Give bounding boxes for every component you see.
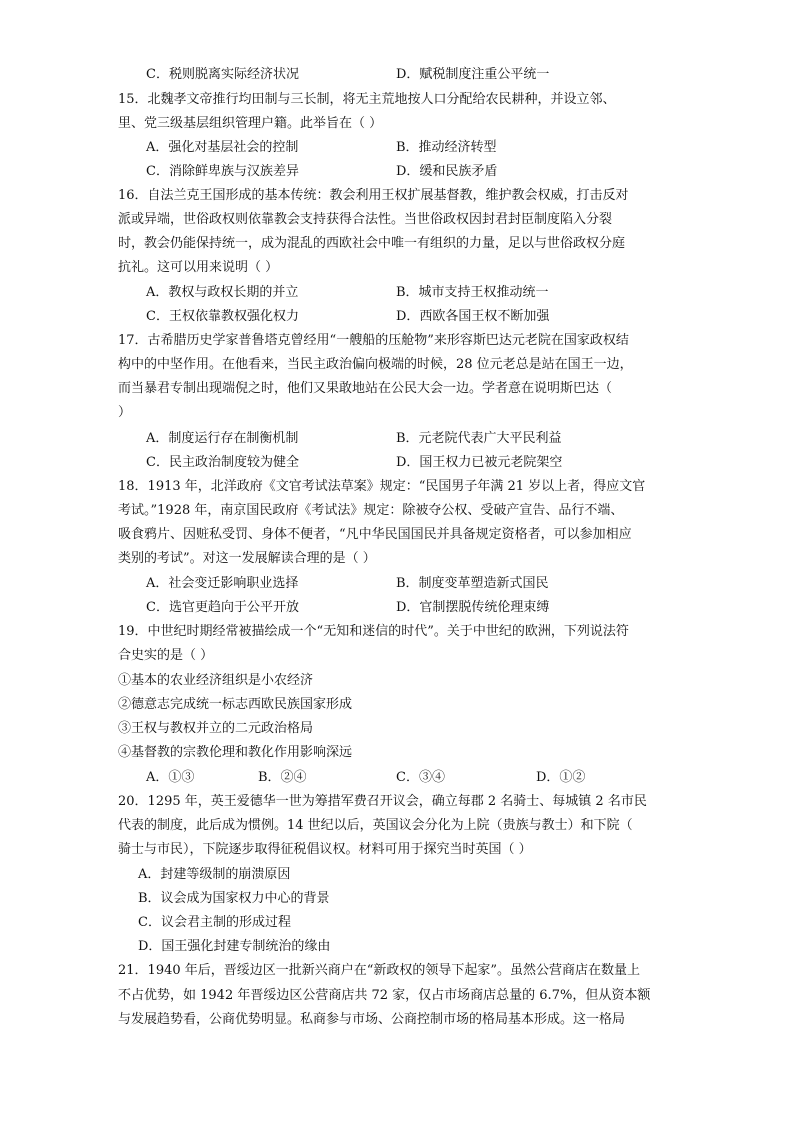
- q19-option-c[interactable]: C．③④: [396, 770, 445, 785]
- q20-option-b[interactable]: B．议会成为国家权力中心的背景: [138, 891, 330, 906]
- q19-option-b[interactable]: B．②④: [258, 770, 307, 785]
- q16-stem-line: 16．自法兰克王国形成的基本传统：教会利用王权扩展基督教，维护教会权威，打击反对: [118, 188, 629, 203]
- q15-option-d[interactable]: D．缓和民族矛盾: [396, 164, 498, 179]
- q19-stem-line: 合史实的是（ ）: [118, 648, 214, 663]
- q17-stem-line: 17．古希腊历史学家普鲁塔克曾经用“一艘船的压舱物”来形容斯巴达元老院在国家政权结: [118, 333, 629, 348]
- q16-option-b[interactable]: B．城市支持王权推动统一: [396, 285, 549, 300]
- q19-statement: ①基本的农业经济组织是小农经济: [118, 673, 314, 688]
- q17-option-b[interactable]: B．元老院代表广大平民利益: [396, 431, 562, 446]
- q20-option-d[interactable]: D．国王强化封建专制统治的缘由: [138, 939, 331, 954]
- q19-statement: ④基督教的宗教伦理和教化作用影响深远: [118, 745, 353, 760]
- q18-stem-line: 吸食鸦片、因赃私受罚、身体不便者，“凡中华民国国民并具备规定资格者，可以参加相应: [118, 527, 632, 542]
- q18-stem-line: 考试。”1928 年，南京国民政府《考试法》规定：除被夺公权、受破产宣告、品行不端、: [118, 503, 624, 518]
- q21-stem-line: 21．1940 年后，晋绥边区一批新兴商户在“新政权的领导下起家”。虽然公营商店在数量上: [118, 963, 641, 978]
- q19-option-d[interactable]: D．①②: [536, 770, 586, 785]
- q16-stem-line: 时，教会仍能保持统一，成为混乱的西欧社会中唯一有组织的力量，足以与世俗政权分庭: [118, 236, 626, 251]
- q16-stem-line: 派或异端，世俗政权则依靠教会支持获得合法性。当世俗政权因封君封臣制度陷入分裂: [118, 212, 613, 227]
- q20-option-c[interactable]: C．议会君主制的形成过程: [138, 915, 291, 930]
- q18-option-c[interactable]: C．选官更趋向于公平开放: [146, 600, 299, 615]
- q20-stem-line: 骑士与市民），下院逐步取得征税倡议权。材料可用于探究当时英国（ ）: [118, 842, 532, 857]
- q15-option-b[interactable]: B．推动经济转型: [396, 140, 497, 155]
- q15-stem-line: 里、党三级基层组织管理户籍。此举旨在（ ）: [118, 116, 383, 131]
- q18-stem-line: 类别的考试”。对这一发展解读合理的是（ ）: [118, 551, 376, 566]
- q17-stem-line: ）: [118, 405, 132, 420]
- q15-option-a[interactable]: A．强化对基层社会的控制: [146, 140, 299, 155]
- q15-stem-line: 15．北魏孝文帝推行均田制与三长制，将无主荒地按人口分配给农民耕种，并设立邻、: [118, 92, 616, 107]
- q16-stem-line: 抗礼。这可以用来说明（ ）: [118, 260, 279, 275]
- q18-option-d[interactable]: D．官制摆脱传统伦理束缚: [396, 600, 550, 615]
- q16-option-c[interactable]: C．王权依靠教权强化权力: [146, 309, 299, 324]
- q17-option-a[interactable]: A．制度运行存在制衡机制: [146, 431, 299, 446]
- q21-stem-line: 不占优势，如 1942 年晋绥边区公营商店共 72 家，仅占市场商店总量的 6.7%，但从资本额: [118, 988, 651, 1003]
- q20-option-a[interactable]: A．封建等级制的崩溃原因: [138, 867, 291, 882]
- q17-option-d[interactable]: D．国王权力已被元老院架空: [396, 455, 563, 470]
- q20-stem-line: 20．1295 年，英王爱德华一世为筹措军费召开议会，确立每郡 2 名骑士、每城镇 2 名市民: [118, 794, 647, 809]
- q16-option-d[interactable]: D．西欧各国王权不断加强: [396, 309, 550, 324]
- q15-option-c[interactable]: C．消除鲜卑族与汉族差异: [146, 164, 299, 179]
- q14-option-d[interactable]: D．赋税制度注重公平统一: [396, 67, 550, 82]
- q19-statement: ②德意志完成统一标志西欧民族国家形成: [118, 697, 353, 712]
- q19-statement: ③王权与教权并立的二元政治格局: [118, 721, 314, 736]
- q17-option-c[interactable]: C．民主政治制度较为健全: [146, 455, 299, 470]
- q19-stem-line: 19．中世纪时期经常被描绘成一个“无知和迷信的时代”。关于中世纪的欧洲，下列说法符: [118, 624, 629, 639]
- q20-stem-line: 代表的制度，此后成为惯例。14 世纪以后，英国议会分化为上院（贵族与教士）和下院（: [118, 818, 633, 833]
- q14-option-c[interactable]: C．税则脱离实际经济状况: [146, 67, 299, 82]
- q17-stem-line: 构中的中坚作用。在他看来，当民主政治偏向极端的时候，28 位元老总是站在国王一边，: [118, 357, 633, 372]
- q18-stem-line: 18．1913 年，北洋政府《文官考试法草案》规定：“民国男子年满 21 岁以上者，得应文官: [118, 479, 646, 494]
- q19-option-a[interactable]: A．①③: [146, 770, 195, 785]
- q18-option-b[interactable]: B．制度变革塑造新式国民: [396, 576, 549, 591]
- q18-option-a[interactable]: A．社会变迁影响职业选择: [146, 576, 299, 591]
- q17-stem-line: 而当暴君专制出现端倪之时，他们又果敢地站在公民大会一边。学者意在说明斯巴达（: [118, 381, 613, 396]
- q16-option-a[interactable]: A．教权与政权长期的并立: [146, 285, 299, 300]
- q21-stem-line: 与发展趋势看，公商优势明显。私商参与市场、公商控制市场的格局基本形成。这一格局: [118, 1012, 626, 1027]
